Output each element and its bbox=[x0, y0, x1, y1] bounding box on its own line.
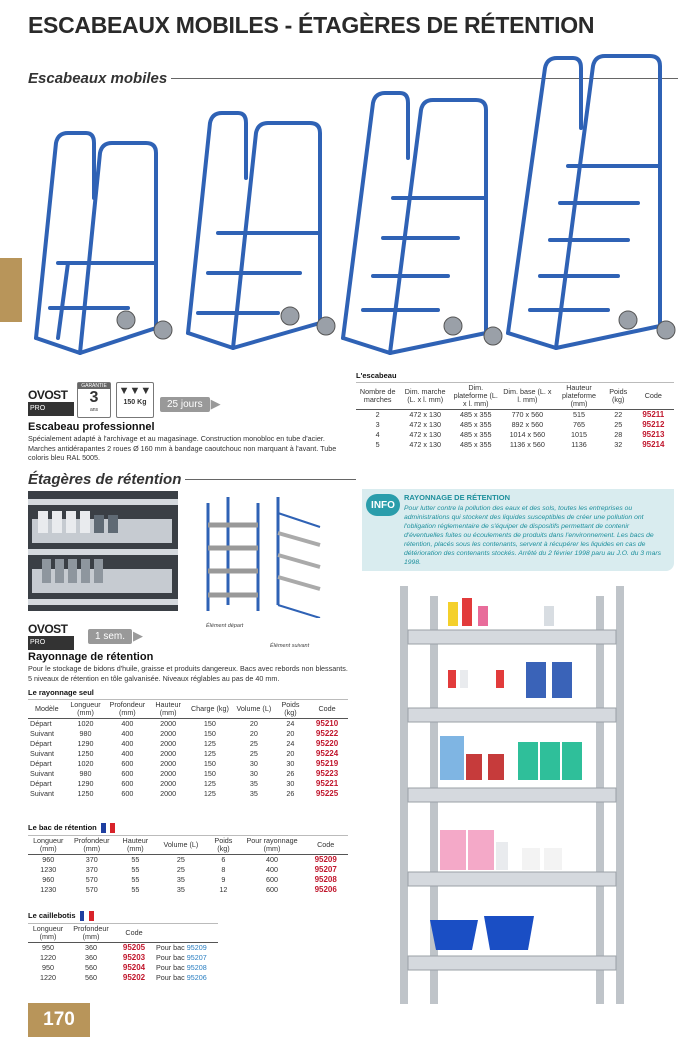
bac-reference-link[interactable]: 95208 bbox=[186, 963, 207, 972]
table-row: 960 370 55 25 6 400 95209 bbox=[42, 855, 337, 864]
section-etageres-label: Étagères de rétention bbox=[28, 471, 182, 488]
escabeau-title: Escabeau professionnel bbox=[28, 421, 155, 433]
page-number: 170 bbox=[28, 1003, 90, 1037]
info-text: Pour lutter contre la pollution des eaux et des sols, toutes les entreprises ou administrations qui stockent des liquides susceptibles de créer une pollution ont l'obligation réglementaire de s'équiper de dispositifs permettant de contenir d'éventuelles fuites ou écoulements de produits dans l'environnement. Les bacs de rétention, placés sous les contenants, servent à récupérer les liquides en cas de détérioration des contenants stockés. Arrêté du 2 février 1998 paru au J.O. du 3 mars 1998. bbox=[404, 505, 662, 566]
table-row: 1220 360 95203 Pour bac 95207 bbox=[40, 953, 207, 962]
table-row: Départ 1020 400 2000 150 20 24 95210 bbox=[30, 719, 339, 728]
french-flag-icon bbox=[101, 823, 115, 833]
bac-table-caption: Le bac de rétention bbox=[28, 823, 115, 833]
ovost-pro-logo: OVOST PRO bbox=[28, 388, 74, 418]
rayonnage-title: Rayonnage de rétention bbox=[28, 651, 154, 663]
table-row: Départ 1290 400 2000 125 25 24 95220 bbox=[30, 739, 339, 748]
guarantee-badge: GARANTIE 3 ans bbox=[77, 382, 111, 418]
table-row: 3 472 x 130 485 x 355 892 x 560 765 25 95212 bbox=[375, 420, 665, 429]
side-tab bbox=[0, 258, 22, 322]
table-row: 5 472 x 130 485 x 355 1136 x 560 1136 32 95214 bbox=[375, 440, 665, 449]
table-row: Suivant 1250 400 2000 125 25 20 95224 bbox=[30, 749, 339, 758]
table-row: 1220 560 95202 Pour bac 95206 bbox=[40, 973, 207, 982]
page-title: ESCABEAUX MOBILES - ÉTAGÈRES DE RÉTENTION bbox=[28, 12, 595, 38]
bac-reference-link[interactable]: 95209 bbox=[186, 943, 207, 952]
table-row: Départ 1290 600 2000 125 35 30 95221 bbox=[30, 779, 339, 788]
table-header-row: Longueur (mm) Profondeur (mm) Hauteur (mm) Volume (L) Poids (kg) Pour rayonnage (mm) Code bbox=[28, 836, 348, 855]
delivery-badge bbox=[88, 628, 143, 644]
table-row: 2 472 x 130 485 x 355 770 x 560 515 22 95211 bbox=[375, 410, 665, 419]
section-escabeaux-label: Escabeaux mobiles bbox=[28, 70, 168, 87]
table-row: Suivant 980 600 2000 150 30 26 95223 bbox=[30, 769, 339, 778]
table-row: 1230 570 55 35 12 600 95206 bbox=[40, 885, 337, 894]
element-suivant-label: Élément suivant bbox=[270, 643, 310, 649]
info-title: RAYONNAGE DE RÉTENTION bbox=[404, 493, 510, 502]
ladders-image bbox=[28, 48, 678, 360]
element-depart-label: Élément départ bbox=[206, 623, 244, 629]
table-row: 950 560 95204 Pour bac 95208 bbox=[42, 963, 207, 972]
table-row: 4 472 x 130 485 x 355 1014 x 560 1015 28 95213 bbox=[375, 430, 665, 439]
table-header-row: Modèle Longueur (mm) Profondeur (mm) Hauteur (mm) Charge (kg) Volume (L) Poids (kg) Code bbox=[28, 700, 348, 719]
table-row: Suivant 1250 600 2000 125 35 26 95225 bbox=[30, 789, 339, 798]
ovost-pro-logo: OVOST PRO bbox=[28, 622, 74, 652]
rayonnage-table bbox=[28, 699, 348, 799]
retention-shelf-photo bbox=[28, 491, 178, 611]
delivery-label: 1 sem. bbox=[88, 629, 132, 644]
retention-rack-photo bbox=[400, 586, 630, 1004]
bac-reference-link[interactable]: 95206 bbox=[186, 973, 207, 982]
bac-table bbox=[28, 835, 348, 895]
weight-arrows-icon: ▼▼▼ bbox=[118, 385, 152, 397]
shelf-elements-diagram bbox=[200, 493, 330, 618]
rayonnage-table-caption: Le rayonnage seul bbox=[28, 688, 94, 697]
table-row: 960 570 55 35 9 600 95208 bbox=[42, 875, 337, 884]
french-flag-icon bbox=[80, 911, 94, 921]
table-row: 1230 370 55 25 8 400 95207 bbox=[40, 865, 337, 874]
delivery-label: 25 jours bbox=[160, 397, 210, 412]
table-row: 950 360 95205 Pour bac 95209 bbox=[42, 943, 207, 952]
escabeau-table-caption: L'escabeau bbox=[356, 371, 397, 380]
bac-reference-link[interactable]: 95207 bbox=[186, 953, 207, 962]
table-header-row: Nombre de marches Dim. marche (L. x l. mm) Dim. plateforme (L. x l. mm) Dim. base (L. x l. mm) Hauteur plateforme (mm) Poids (kg) Code bbox=[356, 383, 674, 410]
caillebotis-table bbox=[28, 923, 218, 983]
truck-icon: ▶ bbox=[210, 396, 221, 411]
truck-icon: ▶ bbox=[133, 628, 144, 643]
escabeau-table bbox=[356, 382, 674, 450]
table-row: Suivant 980 400 2000 150 20 20 95222 bbox=[30, 729, 339, 738]
caillebotis-table-caption: Le caillebotis bbox=[28, 911, 94, 921]
rayonnage-description: Pour le stockage de bidons d'huile, graisse et produits dangereux. Bacs avec rebords non blessants. 5 niveaux de rétention en tôle galvanisée. Niveaux réglables au pas de 40 mm. bbox=[28, 664, 348, 683]
load-badge: ▼▼▼ 150 Kg bbox=[116, 382, 154, 418]
table-header-row: Longueur (mm) Profondeur (mm) Code bbox=[28, 924, 218, 943]
escabeau-description: Spécialement adapté à l'archivage et au magasinage. Construction monobloc en tube d'acier. Marches antidérapantes 2 roues Ø 160 mm à bandage caoutchouc non marquant à l'avant. Tube coloris bleu RAL 5005. bbox=[28, 434, 337, 462]
section-rule bbox=[185, 479, 356, 480]
section-etageres-heading bbox=[28, 471, 356, 488]
info-badge: INFO bbox=[366, 494, 400, 516]
delivery-badge bbox=[160, 396, 221, 412]
table-row: Départ 1020 600 2000 150 30 30 95219 bbox=[30, 759, 339, 768]
